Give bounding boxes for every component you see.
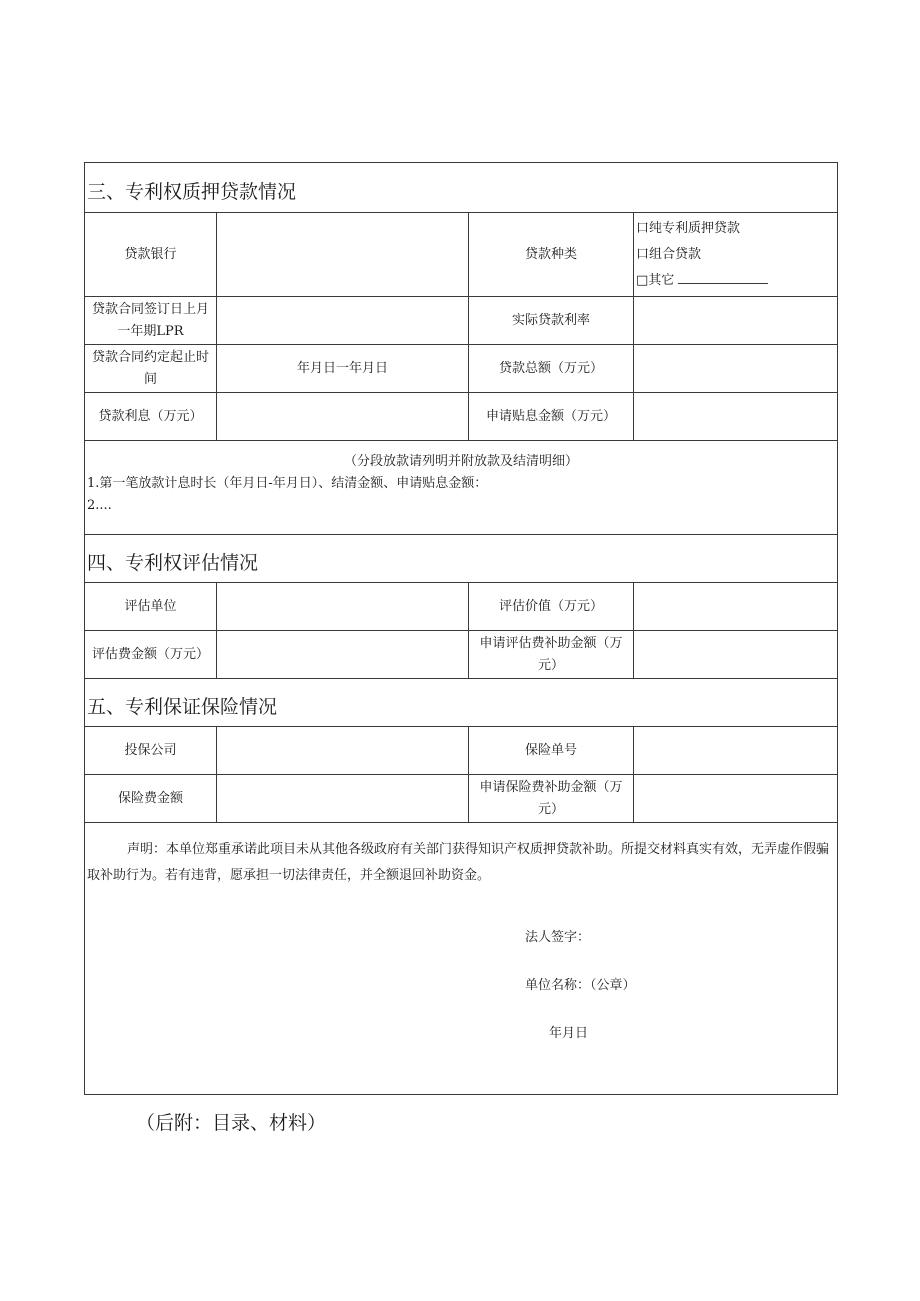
- legal-rep-signature[interactable]: 法人签字：: [525, 930, 591, 945]
- loan-interest-field[interactable]: [217, 393, 469, 441]
- appraisal-org-label: 评估单位: [85, 583, 217, 631]
- appraisal-value-field[interactable]: [634, 583, 838, 631]
- premium-subsidy-field[interactable]: [634, 775, 838, 823]
- contract-date-label: 贷款合同签订日上月一年期LPR: [85, 297, 217, 345]
- appraisal-fee-subsidy-field[interactable]: [634, 631, 838, 679]
- premium-field[interactable]: [217, 775, 469, 823]
- disbursement-notes[interactable]: [85, 441, 838, 535]
- section4-title: 四、专利权评估情况: [85, 535, 838, 583]
- interest-subsidy-label: 申请贴息金额（万元）: [469, 393, 634, 441]
- loan-total-field[interactable]: [634, 345, 838, 393]
- appraisal-fee-label: 评估费金额（万元）: [85, 631, 217, 679]
- actual-rate-field[interactable]: [634, 297, 838, 345]
- loan-type-label: 贷款种类: [469, 213, 634, 297]
- unit-name-seal[interactable]: 单位名称：（公章）: [525, 978, 636, 993]
- bank-field[interactable]: [217, 213, 469, 297]
- loan-period-field[interactable]: 年月日一年月日: [217, 345, 469, 393]
- section5-title: 五、专利保证保险情况: [85, 679, 838, 727]
- contract-date-field[interactable]: [217, 297, 469, 345]
- interest-subsidy-field[interactable]: [634, 393, 838, 441]
- appraisal-value-label: 评估价值（万元）: [469, 583, 634, 631]
- appraisal-org-field[interactable]: [217, 583, 469, 631]
- loan-interest-label: 贷款利息（万元）: [85, 393, 217, 441]
- loan-type-option-combined[interactable]: 口组合贷款: [636, 246, 702, 262]
- disbursement-note-header: （分段放款请列明并附放款及结清明细）: [344, 454, 579, 469]
- loan-type-option-other[interactable]: □其它: [636, 268, 835, 294]
- disbursement-note-line-2: 2....: [87, 498, 112, 513]
- loan-type-option-patent[interactable]: 口纯专利质押贷款: [636, 220, 741, 236]
- loan-type-options: [634, 213, 838, 297]
- attachment-note: （后附：目录、材料）: [136, 1112, 327, 1134]
- section3-title: 三、专利权质押贷款情况: [85, 163, 838, 213]
- disbursement-note-line-1: 1.第一笔放款计息时长（年月日-年月日）、结清金额、申请贴息金额：: [87, 476, 488, 491]
- declaration-text: 声明：本单位郑重承诺此项目未从其他各级政府有关部门获得知识产权质押贷款补助。所提交材料真实有效，无弄虚作假骗取补助行为。若有违背，愿承担一切法律责任，并全额退回补助资金。: [87, 842, 830, 883]
- loan-period-label: 贷款合同约定起止时间: [85, 345, 217, 393]
- policy-number-label: 保险单号: [469, 727, 634, 775]
- bank-label: 贷款银行: [85, 213, 217, 297]
- appraisal-fee-subsidy-label: 申请评估费补助金额（万元）: [469, 631, 634, 679]
- actual-rate-label: 实际贷款利率: [469, 297, 634, 345]
- subsidy-application-form: [84, 162, 838, 1095]
- policy-number-field[interactable]: [634, 727, 838, 775]
- declaration-block: [85, 823, 838, 1095]
- other-type-blank[interactable]: [678, 269, 768, 284]
- premium-subsidy-label: 申请保险费补助金额（万元）: [469, 775, 634, 823]
- insurer-label: 投保公司: [85, 727, 217, 775]
- declaration-date[interactable]: 年月日: [549, 1026, 589, 1041]
- appraisal-fee-field[interactable]: [217, 631, 469, 679]
- insurer-field[interactable]: [217, 727, 469, 775]
- loan-total-label: 贷款总额（万元）: [469, 345, 634, 393]
- premium-label: 保险费金额: [85, 775, 217, 823]
